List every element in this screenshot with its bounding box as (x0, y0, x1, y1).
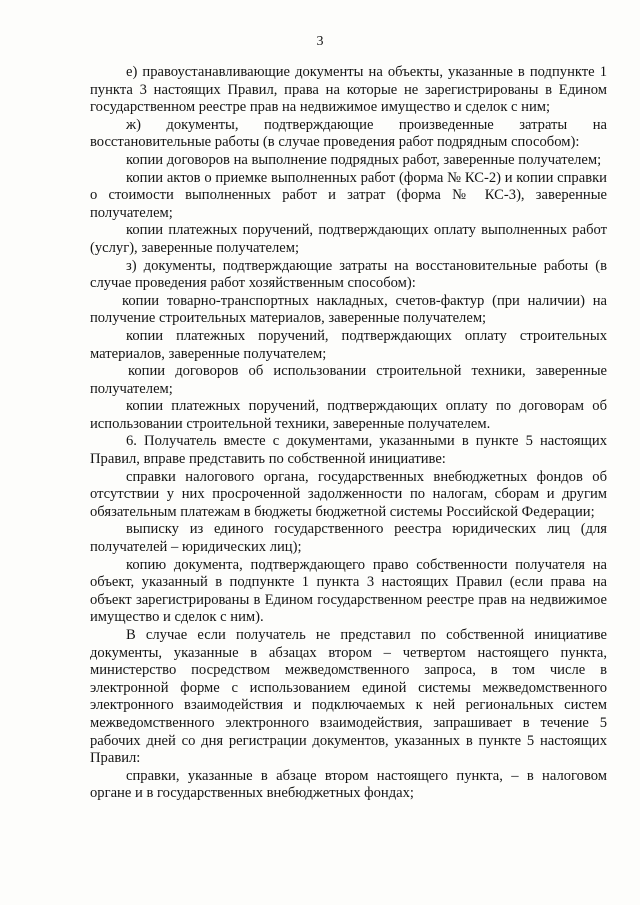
paragraph-request: В случае если получатель не представил по собственной инициативе документы, указанные в абзацах втором – четвертом настоящего пункта, министерство посредством межведомственного запроса, в том числе в электронной форме с использованием единой системы межведомственного электронного взаимодействия и подключаемых к ней региональных систем межведомственного электронного взаимодействия, запрашивает в течение 5 рабочих дней со дня регистрации документов, указанных в пункте 5 настоящих Правил: (90, 627, 607, 767)
list-item: копии товарно-транспортных накладных, счетов-фактур (при наличии) на получение строительных материалов, заверенные получателем; (90, 292, 607, 327)
paragraph-item-zh: ж) документы, подтверждающие произведенные затраты на восстановительные работы (в случае проведения работ подрядным способом): (90, 116, 607, 151)
list-item: копии платежных поручений, подтверждающих оплату строительных материалов, заверенные получателем; (90, 327, 607, 362)
paragraph-item-e: е) правоустанавливающие документы на объекты, указанные в подпункте 1 пункта 3 настоящих Правил, права на которые не зарегистрированы в Едином государственном реестре прав на недвижимое имущество и сделок с ним; (90, 64, 607, 116)
list-item: копии платежных поручений, подтверждающих оплату по договорам об использовании строительной техники, заверенные получателем. (90, 398, 607, 432)
paragraph-point-6: 6. Получатель вместе с документами, указанными в пункте 5 настоящих Правил, вправе представить по собственной инициативе: (90, 433, 607, 468)
list-item: копии договоров на выполнение подрядных работ, заверенные получателем; (126, 151, 602, 168)
page-number: 3 (316, 34, 324, 49)
list-item: копию документа, подтверждающего право собственности получателя на объект, указанный в подпункте 1 пункта 3 настоящих Правил (если права на объект зарегистрированы в Едином государственном реестре прав на недвижимое имущество и сделок с ним). (90, 556, 607, 626)
list-item: справки, указанные в абзаце втором настоящего пункта, – в налоговом органе и в государственных внебюджетных фондах; (90, 767, 607, 802)
list-item: копии договоров об использовании строительной техники, заверенные получателем; (90, 363, 607, 397)
list-item: копии актов о приемке выполненных работ (форма № КС-2) и копии справки о стоимости выполненных работ и затрат (форма № КС-3), заверенные получателем; (90, 169, 607, 221)
list-item: справки налогового органа, государственных внебюджетных фондов об отсутствии у них просроченной задолженности по налогам, сборам и другим обязательным платежам в бюджеты бюджетной системы Российской Федерации; (90, 468, 607, 520)
document-body (90, 64, 607, 803)
list-item: выписку из единого государственного реестра юридических лиц (для получателей – юридических лиц); (90, 521, 607, 556)
list-item: копии платежных поручений, подтверждающих оплату выполненных работ (услуг), заверенные получателем; (90, 222, 607, 256)
paragraph-item-z: з) документы, подтверждающие затраты на восстановительные работы (в случае проведения работ хозяйственным способом): (90, 257, 607, 292)
